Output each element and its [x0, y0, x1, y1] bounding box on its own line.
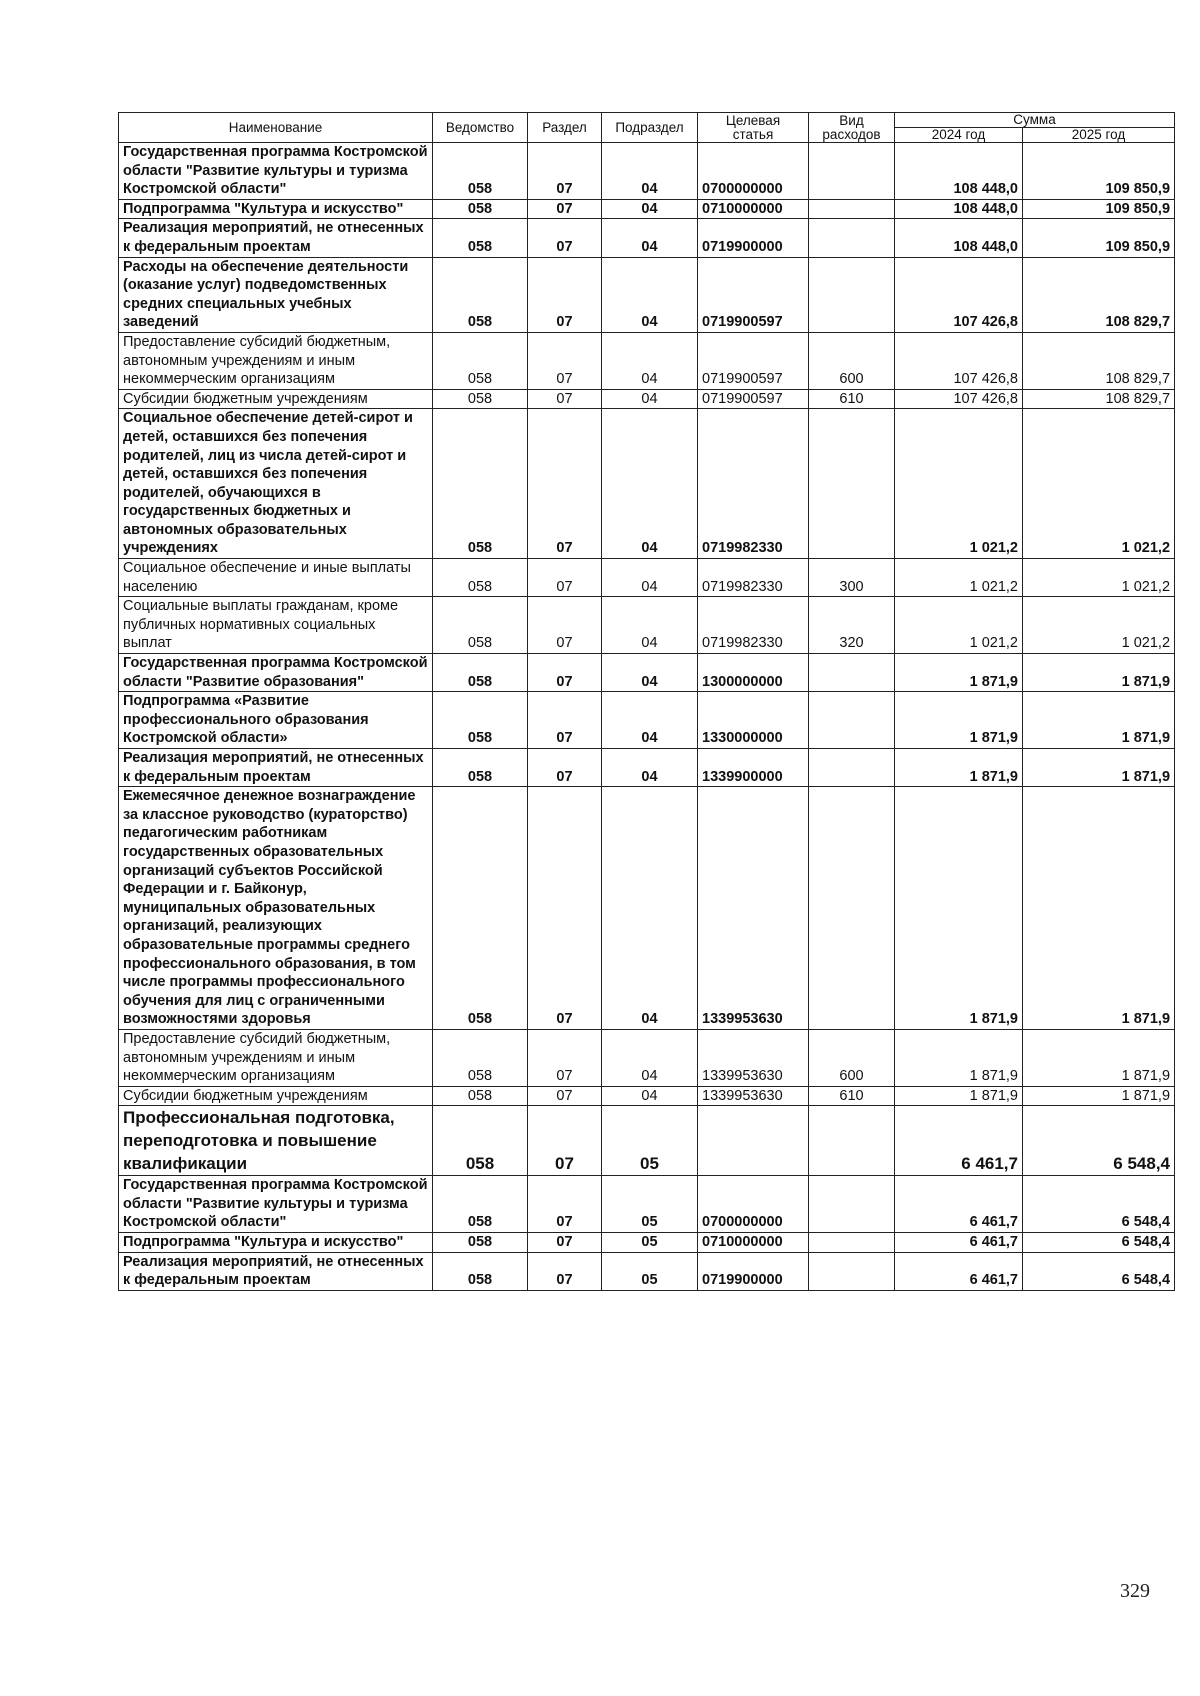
cell-type [809, 1252, 895, 1290]
cell-type [809, 219, 895, 257]
table-row [119, 749, 1175, 787]
table-row [119, 389, 1175, 409]
cell-subsection: 05 [602, 1252, 698, 1290]
cell-subsection: 04 [602, 332, 698, 389]
cell-subsection: 04 [602, 219, 698, 257]
budget-sheet [118, 112, 1174, 1291]
cell-2024: 108 448,0 [895, 219, 1023, 257]
cell-name: Государственная программа Костромской области "Развитие культуры и туризма Костромской области" [119, 143, 433, 200]
cell-section: 07 [528, 597, 602, 654]
cell-subsection: 04 [602, 1086, 698, 1106]
header-subsection: Подраздел [602, 113, 698, 143]
cell-target: 0700000000 [698, 143, 809, 200]
cell-name: Профессиональная подготовка, переподготовка и повышение квалификации [119, 1106, 433, 1176]
cell-target: 0710000000 [698, 1233, 809, 1253]
header-sum: Сумма [895, 113, 1175, 128]
cell-target: 0719982330 [698, 409, 809, 559]
cell-2024: 1 021,2 [895, 597, 1023, 654]
cell-name: Социальные выплаты гражданам, кроме публичных нормативных социальных выплат [119, 597, 433, 654]
cell-section: 07 [528, 257, 602, 332]
table-row [119, 1252, 1175, 1290]
cell-2025: 1 871,9 [1023, 1029, 1175, 1086]
table-row [119, 257, 1175, 332]
cell-2024: 6 461,7 [895, 1176, 1023, 1233]
table-row [119, 692, 1175, 749]
cell-2025: 109 850,9 [1023, 143, 1175, 200]
cell-dept: 058 [433, 749, 528, 787]
cell-2024: 107 426,8 [895, 332, 1023, 389]
cell-target: 0719982330 [698, 597, 809, 654]
cell-2024: 1 021,2 [895, 559, 1023, 597]
cell-section: 07 [528, 1106, 602, 1176]
cell-target: 1339953630 [698, 787, 809, 1030]
cell-2024: 1 871,9 [895, 654, 1023, 692]
page-number: 329 [1120, 1580, 1150, 1602]
cell-section: 07 [528, 1029, 602, 1086]
cell-2025: 108 829,7 [1023, 257, 1175, 332]
cell-section: 07 [528, 1086, 602, 1106]
cell-2024: 6 461,7 [895, 1233, 1023, 1253]
cell-dept: 058 [433, 1176, 528, 1233]
cell-dept: 058 [433, 199, 528, 219]
cell-type [809, 654, 895, 692]
cell-2024: 107 426,8 [895, 257, 1023, 332]
cell-subsection: 04 [602, 1029, 698, 1086]
cell-target: 0719900597 [698, 332, 809, 389]
cell-type: 600 [809, 1029, 895, 1086]
cell-target: 1300000000 [698, 654, 809, 692]
header-name: Наименование [119, 113, 433, 143]
cell-type: 320 [809, 597, 895, 654]
cell-section: 07 [528, 1176, 602, 1233]
cell-type [809, 749, 895, 787]
cell-type [809, 692, 895, 749]
cell-dept: 058 [433, 1029, 528, 1086]
header-2025: 2025 год [1023, 128, 1175, 143]
cell-type: 600 [809, 332, 895, 389]
cell-section: 07 [528, 749, 602, 787]
cell-section: 07 [528, 1252, 602, 1290]
cell-name: Подпрограмма «Развитие профессионального образования Костромской области» [119, 692, 433, 749]
cell-subsection: 04 [602, 409, 698, 559]
cell-type [809, 1233, 895, 1253]
cell-subsection: 05 [602, 1176, 698, 1233]
cell-name: Подпрограмма "Культура и искусство" [119, 1233, 433, 1253]
table-row [119, 1029, 1175, 1086]
cell-subsection: 04 [602, 143, 698, 200]
cell-type [809, 787, 895, 1030]
cell-name: Предоставление субсидий бюджетным, автономным учреждениям и иным некоммерческим организациям [119, 332, 433, 389]
cell-2024: 1 021,2 [895, 409, 1023, 559]
cell-section: 07 [528, 199, 602, 219]
table-row [119, 654, 1175, 692]
cell-section: 07 [528, 654, 602, 692]
cell-2025: 109 850,9 [1023, 219, 1175, 257]
cell-dept: 058 [433, 559, 528, 597]
cell-section: 07 [528, 409, 602, 559]
table-row [119, 1086, 1175, 1106]
cell-target: 0719900000 [698, 219, 809, 257]
cell-name: Социальное обеспечение и иные выплаты населению [119, 559, 433, 597]
table-row [119, 199, 1175, 219]
cell-name: Субсидии бюджетным учреждениям [119, 389, 433, 409]
cell-dept: 058 [433, 143, 528, 200]
header-2024: 2024 год [895, 128, 1023, 143]
table-row [119, 332, 1175, 389]
cell-target: 0719900597 [698, 257, 809, 332]
cell-2025: 1 871,9 [1023, 787, 1175, 1030]
cell-target: 0700000000 [698, 1176, 809, 1233]
cell-name: Социальное обеспечение детей-сирот и детей, оставшихся без попечения родителей, лиц из числа детей-сирот и детей, оставшихся без попечения родителей, обучающихся в государственных бюджетных и автономных образовательных учреждениях [119, 409, 433, 559]
cell-target: 1339953630 [698, 1086, 809, 1106]
cell-2024: 1 871,9 [895, 1086, 1023, 1106]
table-row [119, 559, 1175, 597]
cell-subsection: 04 [602, 692, 698, 749]
cell-2025: 108 829,7 [1023, 332, 1175, 389]
cell-2025: 6 548,4 [1023, 1233, 1175, 1253]
cell-type: 300 [809, 559, 895, 597]
cell-2024: 1 871,9 [895, 1029, 1023, 1086]
cell-2025: 1 871,9 [1023, 1086, 1175, 1106]
cell-target: 0710000000 [698, 199, 809, 219]
cell-2024: 1 871,9 [895, 749, 1023, 787]
cell-2025: 1 021,2 [1023, 409, 1175, 559]
cell-type [809, 143, 895, 200]
header-section: Раздел [528, 113, 602, 143]
cell-type: 610 [809, 389, 895, 409]
cell-dept: 058 [433, 389, 528, 409]
cell-name: Реализация мероприятий, не отнесенных к федеральным проектам [119, 219, 433, 257]
cell-2025: 1 871,9 [1023, 749, 1175, 787]
cell-subsection: 04 [602, 559, 698, 597]
cell-2024: 107 426,8 [895, 389, 1023, 409]
cell-target: 0719982330 [698, 559, 809, 597]
cell-target: 1339953630 [698, 1029, 809, 1086]
cell-dept: 058 [433, 332, 528, 389]
cell-subsection: 04 [602, 257, 698, 332]
table-row [119, 219, 1175, 257]
cell-2025: 6 548,4 [1023, 1106, 1175, 1176]
cell-dept: 058 [433, 1106, 528, 1176]
cell-2024: 1 871,9 [895, 787, 1023, 1030]
cell-name: Подпрограмма "Культура и искусство" [119, 199, 433, 219]
cell-2025: 6 548,4 [1023, 1252, 1175, 1290]
cell-2025: 108 829,7 [1023, 389, 1175, 409]
cell-dept: 058 [433, 692, 528, 749]
cell-2024: 6 461,7 [895, 1252, 1023, 1290]
cell-subsection: 05 [602, 1233, 698, 1253]
cell-dept: 058 [433, 409, 528, 559]
header-target: Целевая статья [698, 113, 809, 143]
cell-type [809, 199, 895, 219]
cell-name: Субсидии бюджетным учреждениям [119, 1086, 433, 1106]
cell-2024: 6 461,7 [895, 1106, 1023, 1176]
cell-type [809, 1176, 895, 1233]
cell-type [809, 257, 895, 332]
cell-name: Предоставление субсидий бюджетным, автономным учреждениям и иным некоммерческим организациям [119, 1029, 433, 1086]
cell-section: 07 [528, 1233, 602, 1253]
cell-type [809, 1106, 895, 1176]
header-dept: Ведомство [433, 113, 528, 143]
cell-2025: 1 871,9 [1023, 654, 1175, 692]
cell-dept: 058 [433, 597, 528, 654]
cell-2024: 1 871,9 [895, 692, 1023, 749]
cell-subsection: 05 [602, 1106, 698, 1176]
cell-subsection: 04 [602, 749, 698, 787]
table-row [119, 1106, 1175, 1176]
header-type: Вид расходов [809, 113, 895, 143]
cell-section: 07 [528, 389, 602, 409]
cell-type [809, 409, 895, 559]
table-body [119, 143, 1175, 1291]
cell-dept: 058 [433, 1233, 528, 1253]
cell-name: Реализация мероприятий, не отнесенных к федеральным проектам [119, 749, 433, 787]
cell-name: Реализация мероприятий, не отнесенных к федеральным проектам [119, 1252, 433, 1290]
budget-table [118, 112, 1175, 1291]
table-row [119, 409, 1175, 559]
cell-target: 0719900000 [698, 1252, 809, 1290]
cell-target: 0719900597 [698, 389, 809, 409]
cell-section: 07 [528, 332, 602, 389]
cell-2024: 108 448,0 [895, 143, 1023, 200]
table-row [119, 143, 1175, 200]
cell-2025: 109 850,9 [1023, 199, 1175, 219]
cell-section: 07 [528, 692, 602, 749]
cell-dept: 058 [433, 257, 528, 332]
cell-dept: 058 [433, 787, 528, 1030]
cell-type: 610 [809, 1086, 895, 1106]
cell-subsection: 04 [602, 787, 698, 1030]
cell-dept: 058 [433, 219, 528, 257]
table-row [119, 597, 1175, 654]
table-row [119, 1233, 1175, 1253]
cell-target: 1330000000 [698, 692, 809, 749]
cell-dept: 058 [433, 1252, 528, 1290]
cell-subsection: 04 [602, 654, 698, 692]
cell-subsection: 04 [602, 199, 698, 219]
cell-2025: 1 021,2 [1023, 597, 1175, 654]
cell-subsection: 04 [602, 597, 698, 654]
cell-name: Государственная программа Костромской области "Развитие образования" [119, 654, 433, 692]
cell-section: 07 [528, 559, 602, 597]
cell-2025: 1 871,9 [1023, 692, 1175, 749]
table-row [119, 1176, 1175, 1233]
cell-section: 07 [528, 219, 602, 257]
cell-section: 07 [528, 143, 602, 200]
cell-target [698, 1106, 809, 1176]
cell-dept: 058 [433, 654, 528, 692]
cell-subsection: 04 [602, 389, 698, 409]
cell-name: Ежемесячное денежное вознаграждение за классное руководство (кураторство) педагогическим работникам государственных образовательных организаций субъектов Российской Федерации и г. Байконур, муниципальных образовательных организаций, реализующих образовательные программы среднего профессионального образования, в том числе программы профессионального обучения для лиц с ограниченными возможностями здоровья [119, 787, 433, 1030]
cell-section: 07 [528, 787, 602, 1030]
table-row [119, 787, 1175, 1030]
cell-target: 1339900000 [698, 749, 809, 787]
cell-dept: 058 [433, 1086, 528, 1106]
cell-2025: 1 021,2 [1023, 559, 1175, 597]
cell-2025: 6 548,4 [1023, 1176, 1175, 1233]
cell-2024: 108 448,0 [895, 199, 1023, 219]
cell-name: Расходы на обеспечение деятельности (оказание услуг) подведомственных средних специальных учебных заведений [119, 257, 433, 332]
cell-name: Государственная программа Костромской области "Развитие культуры и туризма Костромской области" [119, 1176, 433, 1233]
